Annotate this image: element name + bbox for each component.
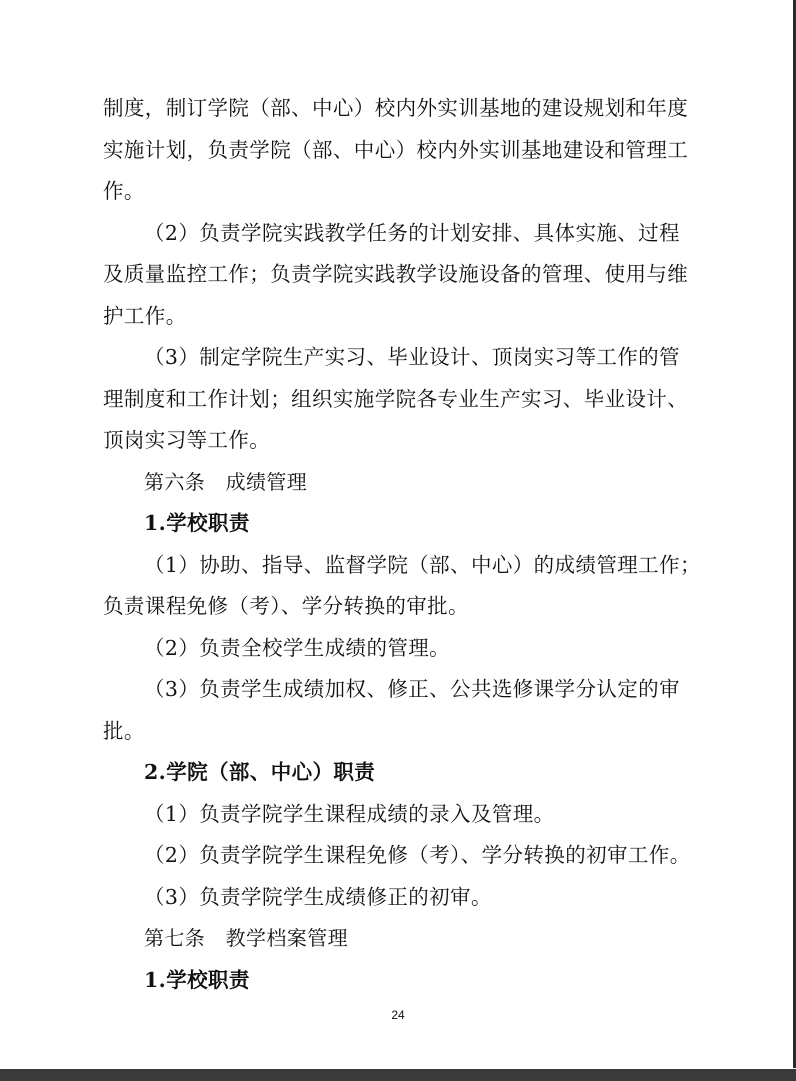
paragraph-line: 作。 (103, 179, 145, 203)
paragraph-line: （3）负责学生成绩加权、修正、公共选修课学分认定的审 (144, 677, 680, 701)
article-heading: 第七条 教学档案管理 (144, 926, 348, 950)
paragraph-line: （3）负责学院学生成绩修正的初审。 (144, 884, 492, 909)
paragraph-line: （2）负责全校学生成绩的管理。 (144, 635, 451, 660)
section-subheading: 1.学校职责 (144, 511, 250, 535)
page-number: 24 (391, 1008, 405, 1022)
paragraph-line: （2）负责学院实践教学任务的计划安排、具体实施、过程 (144, 220, 680, 245)
page-bottom-edge (0, 1069, 796, 1081)
paragraph-line: 理制度和工作计划；组织实施学院各专业生产实习、毕业设计、 (103, 386, 689, 411)
paragraph-line: 及质量监控工作；负责学院实践教学设施设备的管理、使用与维 (103, 262, 689, 286)
paragraph-line: （1）协助、指导、监督学院（部、中心）的成绩管理工作； (144, 552, 701, 577)
document-body (103, 88, 701, 1001)
paragraph-line: 护工作。 (103, 303, 187, 328)
paragraph-line: 制度，制订学院（部、中心）校内外实训基地的建设规划和年度 (103, 96, 689, 120)
article-heading: 第六条 成绩管理 (144, 469, 308, 494)
paragraph-line: 批。 (103, 718, 145, 743)
paragraph-line: 顶岗实习等工作。 (103, 428, 271, 452)
paragraph-line: （3）制定学院生产实习、毕业设计、顶岗实习等工作的管 (144, 345, 680, 369)
paragraph-line: （2）负责学院学生课程免修（考）、学分转换的初审工作。 (144, 843, 691, 867)
section-subheading: 2.学院（部、中心）职责 (144, 760, 376, 784)
paragraph-line: 实施计划，负责学院（部、中心）校内外实训基地建设和管理工 (103, 137, 689, 162)
section-subheading: 1.学校职责 (144, 967, 250, 992)
paragraph-line: （1）负责学院学生课程成绩的录入及管理。 (144, 801, 555, 826)
paragraph-line: 负责课程免修（考）、学分转换的审批。 (103, 594, 469, 618)
